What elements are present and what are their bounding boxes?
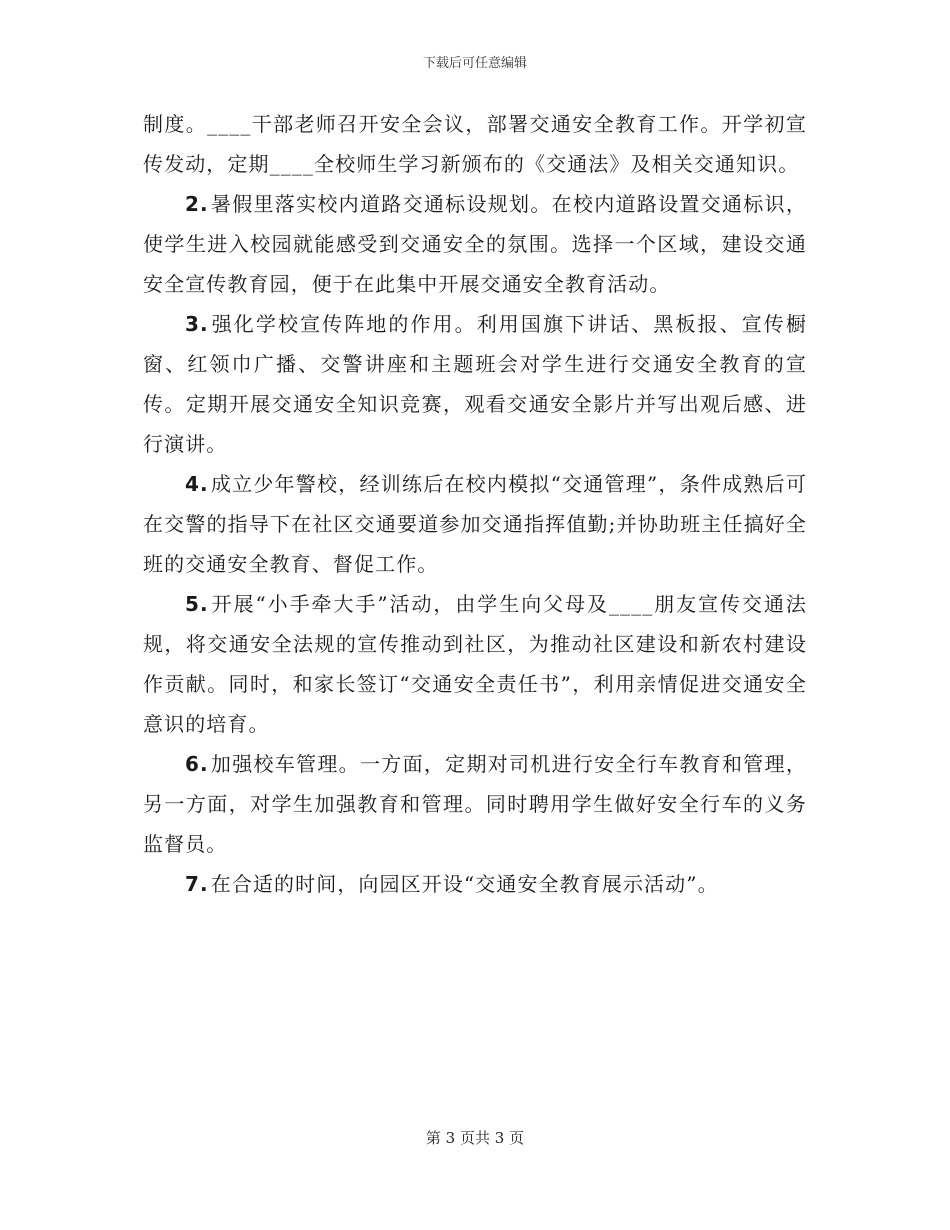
list-item-6	[143, 744, 807, 864]
list-item-number: 7.	[185, 872, 209, 896]
list-item-2	[143, 184, 807, 304]
list-item-5	[143, 584, 807, 744]
page-number: 第 3 页共 3 页	[425, 1129, 525, 1147]
paragraph-continuation	[143, 104, 807, 184]
list-item-text: 加强校车管理。一方面，定期对司机进行安全行车教育和管理，另一方面，对学生加强教育和管理。同时聘用学生做好安全行车的义务监督员。	[143, 752, 807, 856]
list-item-number: 5.	[185, 592, 209, 616]
paragraph-text: 制度。____干部老师召开安全会议，部署交通安全教育工作。开学初宣传发动，定期____全校师生学习新颁布的《交通法》及相关交通知识。	[143, 112, 807, 176]
list-item-text: 暑假里落实校内道路交通标设规划。在校内道路设置交通标识，使学生进入校园就能感受到交通安全的氛围。选择一个区域，建设交通安全宣传教育园，便于在此集中开展交通安全教育活动。	[143, 192, 807, 296]
list-item-text: 开展“小手牵大手”活动，由学生向父母及____朋友宣传交通法规，将交通安全法规的宣传推动到社区，为推动社区建设和新农村建设作贡献。同时，和家长签订“交通安全责任书”，利用亲情促进交通安全意识的培育。	[143, 592, 807, 736]
list-item-text: 在合适的时间，向园区开设“交通安全教育展示活动”。	[210, 872, 719, 896]
page-header-note: 下载后可任意编辑	[422, 56, 527, 71]
list-item-number: 4.	[185, 472, 209, 496]
list-item-number: 6.	[185, 752, 209, 776]
list-item-7	[143, 864, 807, 904]
list-item-number: 2.	[185, 192, 209, 216]
list-item-3	[143, 304, 807, 464]
list-item-number: 3.	[185, 312, 209, 336]
list-item-text: 成立少年警校，经训练后在校内模拟“交通管理”，条件成熟后可在交警的指导下在社区交通要道参加交通指挥值勤;并协助班主任搞好全班的交通安全教育、督促工作。	[143, 472, 807, 576]
document-body	[143, 104, 807, 904]
list-item-4	[143, 464, 807, 584]
list-item-text: 强化学校宣传阵地的作用。利用国旗下讲话、黑板报、宣传橱窗、红领巾广播、交警讲座和主题班会对学生进行交通安全教育的宣传。定期开展交通安全知识竞赛，观看交通安全影片并写出观后感、进行演讲。	[143, 312, 807, 456]
